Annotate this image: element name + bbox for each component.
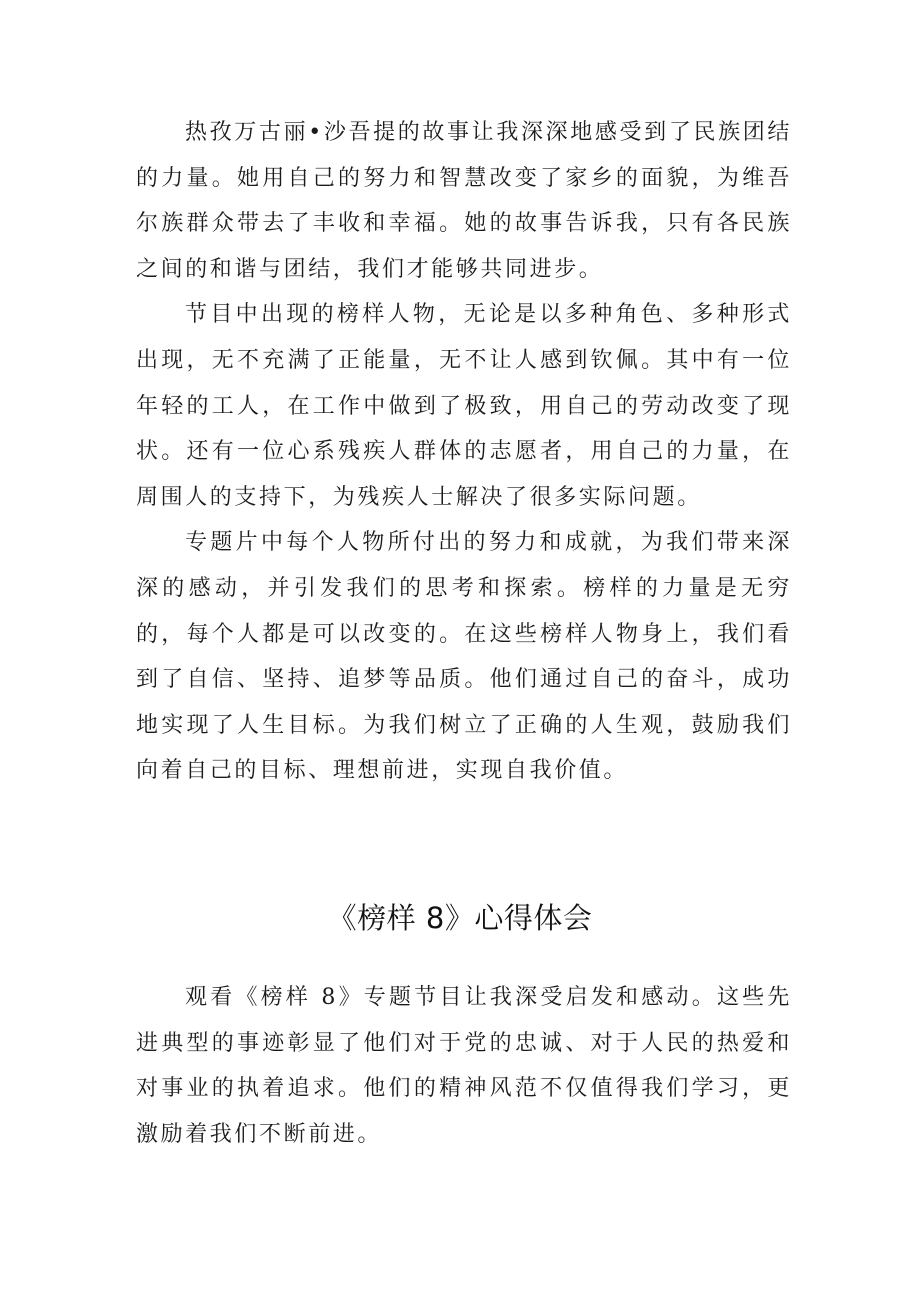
paragraph-ethnic-unity: 热孜万古丽•沙吾提的故事让我深深地感受到了民族团结的力量。她用自己的努力和智慧改变了家乡的面貌，为维吾尔族群众带去了丰收和幸福。她的故事告诉我，只有各民族之间的和谐与团结，我们才能够共同进步。 [136,120,792,282]
paragraph-power-of-example: 专题片中每个人物所付出的努力和成就，为我们带来深深的感动，并引发我们的思考和探索。榜样的力量是无穷的，每个人都是可以改变的。在这些榜样人物身上，我们看到了自信、坚持、追梦等品质。他们通过自己的奋斗，成功地实现了人生目标。为我们树立了正确的人生观，鼓励我们向着自己的目标、理想前进，实现自我价值。 [136,530,792,784]
section-heading: 《榜样 8》心得体会 [327,901,593,935]
paragraph-role-models: 节目中出现的榜样人物，无论是以多种角色、多种形式出现，无不充满了正能量，无不让人感到钦佩。其中有一位年轻的工人，在工作中做到了极致，用自己的劳动改变了现状。还有一位心系残疾人群体的志愿者，用自己的力量，在周围人的支持下，为残疾人士解决了很多实际问题。 [136,302,792,510]
paragraph-inspiration: 观看《榜样 8》专题节目让我深受启发和感动。这些先进典型的事迹彰显了他们对于党的忠诚、对于人民的热爱和对事业的执着追求。他们的精神风范不仅值得我们学习，更激励着我们不断前进。 [136,985,792,1147]
essay-section-bottom [136,975,792,1157]
essay-section-top [136,110,792,794]
